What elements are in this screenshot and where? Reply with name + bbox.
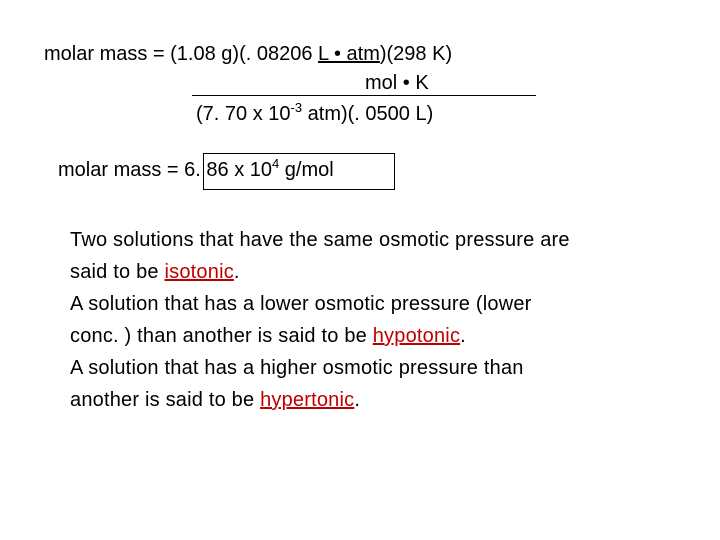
definition-suffix: . xyxy=(354,389,361,411)
definition-line xyxy=(70,256,240,288)
numerator-unit: L • atm xyxy=(318,43,380,65)
numerator-prefix: molar mass = (1.08 g)(. 08206 xyxy=(44,43,319,65)
definition-prefix: conc. ) than another is said to be xyxy=(70,325,373,347)
definition-suffix: . xyxy=(460,325,466,347)
result-line xyxy=(58,158,334,184)
result-exponent: 4 xyxy=(272,156,280,171)
definition-prefix: another is said to be xyxy=(70,389,261,411)
definition-prefix: said to be xyxy=(70,261,165,283)
equation-numerator xyxy=(44,42,452,66)
term-hypertonic: hypertonic xyxy=(260,389,355,411)
definition-line: A solution that has a higher osmotic pressure than xyxy=(70,357,524,379)
definition-line xyxy=(70,320,466,352)
numerator-suffix: )(298 K) xyxy=(379,43,453,65)
divisor-exponent: -3 xyxy=(290,100,303,115)
term-hypotonic: hypotonic xyxy=(372,325,461,347)
term-isotonic: isotonic xyxy=(164,261,234,283)
divisor-part2: atm)(. 0500 L) xyxy=(302,103,434,125)
definition-line: Two solutions that have the same osmotic pressure are xyxy=(70,229,570,251)
equation-divisor xyxy=(196,102,433,128)
fraction-bar xyxy=(192,95,536,96)
result-label: molar mass = xyxy=(58,159,185,181)
definition-line xyxy=(70,384,360,416)
divisor-part1: (7. 70 x 10 xyxy=(196,103,291,125)
result-mantissa: 6. 86 x 10 xyxy=(184,159,272,181)
equation-denominator-unit: mol • K xyxy=(365,72,429,94)
definition-line: A solution that has a lower osmotic pressure (lower xyxy=(70,293,532,315)
definition-suffix: . xyxy=(233,261,240,283)
result-unit: g/mol xyxy=(279,159,334,181)
